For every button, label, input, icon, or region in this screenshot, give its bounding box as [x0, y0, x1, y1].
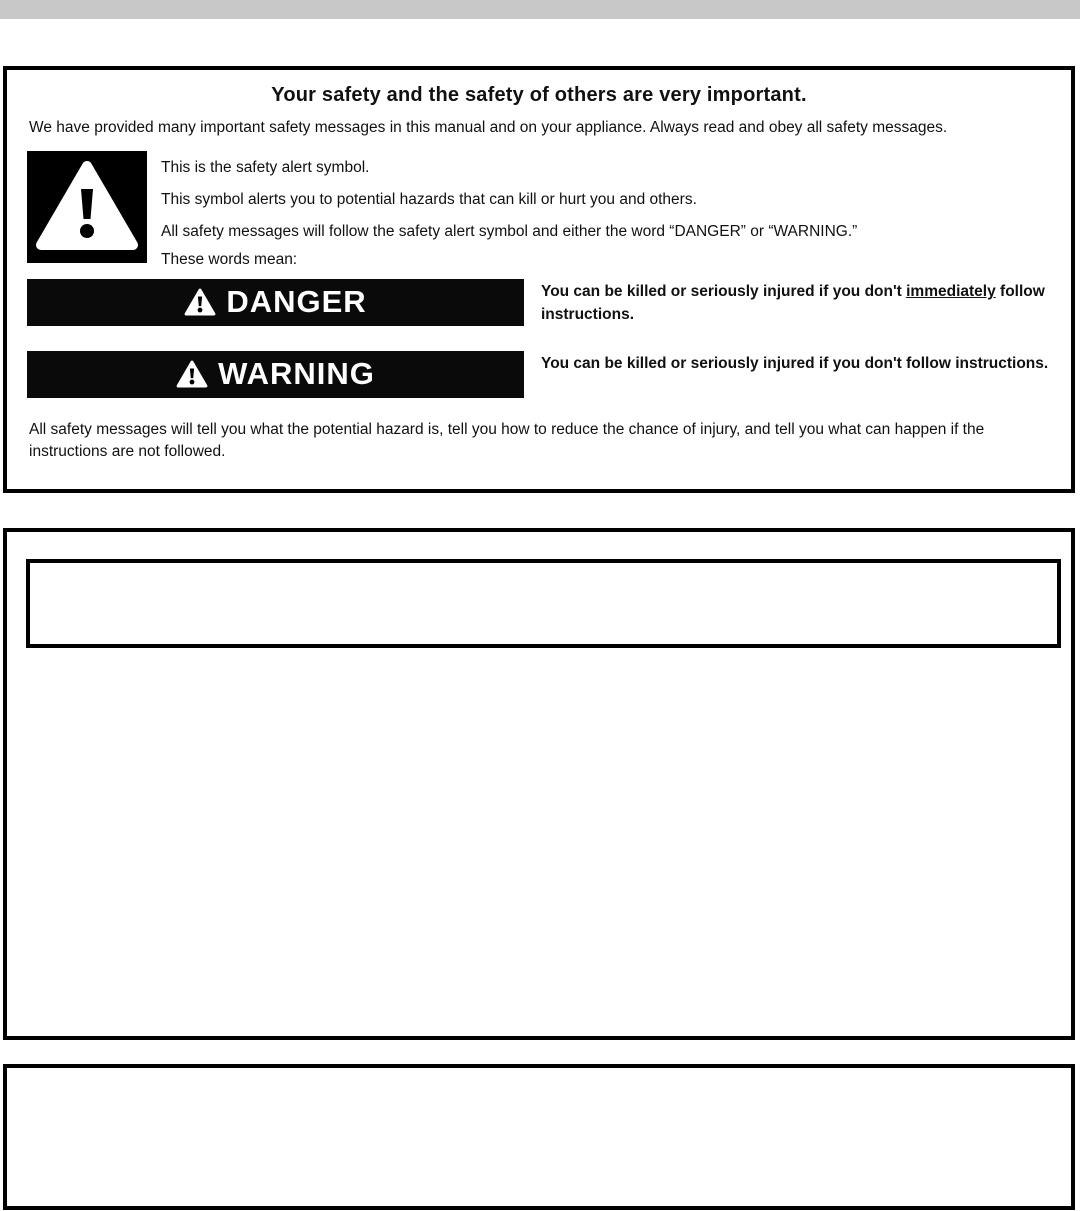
alert-line-3: All safety messages will follow the safety alert symbol and either the word “DANGER” or “WARNING.”: [161, 223, 858, 240]
danger-row: [27, 279, 1051, 327]
danger-label: DANGER: [226, 284, 367, 319]
empty-section-box: [3, 528, 1075, 1040]
warning-row: [27, 351, 1051, 398]
safety-alert-symbol-icon: [27, 151, 147, 263]
exclamation-triangle-icon: [35, 159, 139, 255]
danger-triangle-icon: [184, 288, 216, 317]
warning-description: You can be killed or seriously injured if you don't follow instructions.: [541, 354, 1049, 372]
safety-definition-box: [3, 66, 1075, 493]
safety-alert-row: [27, 151, 1051, 271]
warning-label: WARNING: [218, 355, 375, 391]
alert-line-1: This is the safety alert symbol.: [161, 159, 370, 176]
danger-desc-pre: You can be killed or seriously injured if you don't: [541, 283, 907, 300]
danger-desc-underlined: immediately: [906, 283, 996, 300]
empty-section-header-box: [26, 559, 1061, 648]
safety-footer-text: All safety messages will tell you what the potential hazard is, tell you how to reduce the chance of injury, and tell you what can happen if the instructions are not followed.: [29, 420, 985, 460]
page-top-strip: [0, 0, 1080, 19]
safety-title: Your safety and the safety of others are very important.: [271, 84, 807, 106]
alert-line-2: This symbol alerts you to potential hazards that can kill or hurt you and others.: [161, 191, 697, 208]
warning-banner: [27, 351, 524, 398]
danger-banner: [27, 279, 524, 326]
safety-intro-text: We have provided many important safety messages in this manual and on your appliance. Always read and obey all safety messages.: [29, 119, 948, 136]
warning-triangle-icon: [176, 360, 208, 389]
danger-desc-post: follow instructions.: [541, 283, 1045, 324]
danger-description: [541, 279, 1051, 327]
safety-alert-lines: [161, 151, 857, 271]
empty-bottom-box: [3, 1064, 1075, 1210]
alert-line-4: These words mean:: [161, 251, 298, 268]
